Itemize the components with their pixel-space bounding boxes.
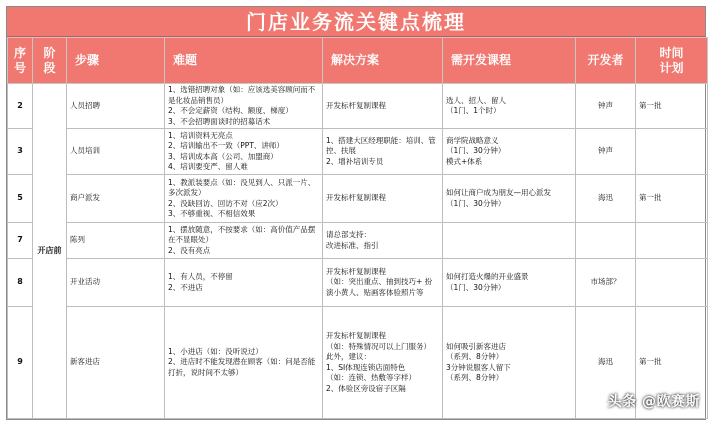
cell-developer (576, 223, 636, 259)
cell-solution: 开发标杆复制课程 (323, 84, 443, 129)
cell-difficulty: 1、有人员，不停留 2、不进店 (165, 259, 323, 307)
header-step: 步骤 (67, 38, 165, 84)
header-developer: 开发者 (576, 38, 636, 84)
cell-difficulty: 1、选错招聘对象（如：应该选美容顾问而不是化妆品销售员） 2、不会定薪资（结构、额度、梯度） 3、不会招聘面谈时的招募话术 (165, 84, 323, 129)
header-difficulty: 难题 (165, 38, 323, 84)
table-row (8, 84, 708, 129)
cell-solution: 1、搭建大区经理职能：培训、管控、扶展 2、增补培训专员 (323, 129, 443, 175)
cell-phase: 开店前 (33, 84, 67, 419)
cell-course: 如何让商户成为朋友—用心派发 （1门、30分钟） (443, 175, 576, 223)
header-phase: 阶 段 (33, 38, 67, 84)
cell-step: 商户派发 (67, 175, 165, 223)
cell-step: 人员招聘 (67, 84, 165, 129)
cell-step: 新客进店 (67, 307, 165, 419)
header-course: 需开发课程 (443, 38, 576, 84)
table-row (8, 129, 708, 175)
cell-seq: 5 (8, 175, 33, 223)
cell-developer: 钟声 (576, 129, 636, 175)
cell-difficulty: 1、小进店（如：没听说过） 2、进店时不能发现潜在顾客（如：问是否能打折，说时间不太够） (165, 307, 323, 419)
cell-plan: 第一批 (636, 175, 708, 223)
cell-seq: 3 (8, 129, 33, 175)
table-row (8, 175, 708, 223)
cell-developer: 市场部？ (576, 259, 636, 307)
cell-plan: 第一批 (636, 84, 708, 129)
cell-difficulty: 1、摆放随意，不按要求（如：高价值产品摆在不显眼处） 2、没有亮点 (165, 223, 323, 259)
cell-plan (636, 129, 708, 175)
process-table (7, 37, 708, 419)
watermark: 头条 @欧赛斯 (607, 394, 700, 410)
cell-course: 商学院战略意义 （1门、30分钟） 模式+体系 (443, 129, 576, 175)
cell-course: 如何吸引新客进店 （系列、8分钟） 3分钟说服客人留下 （系列、8分钟） (443, 307, 576, 419)
cell-plan (636, 223, 708, 259)
cell-solution: 开发标杆复制课程 （如：特殊情况可以上门服务） 此外，建议： 1、SI体现连锁店面特色 （如：连锁、热敷等字样） 2、体验区旁设宿子区隔 (323, 307, 443, 419)
cell-seq: 7 (8, 223, 33, 259)
sheet-title: 门店业务流关键点梳理 (7, 7, 705, 37)
cell-course: 如何打造火爆的开业盛景 （1门、30分钟） (443, 259, 576, 307)
header-solution: 解决方案 (323, 38, 443, 84)
table-row (8, 259, 708, 307)
cell-developer: 钟声 (576, 84, 636, 129)
cell-step: 开业活动 (67, 259, 165, 307)
cell-solution: 请总部支持： 改进标准、指引 (323, 223, 443, 259)
cell-solution: 开发标杆复制课程 （如：突出重点、抽到技巧+ 扮演小黄人、贴画客体验照片等 (323, 259, 443, 307)
table-row (8, 223, 708, 259)
cell-difficulty: 1、培训资料无亮点 2、培训输出不一致（PPT、讲师） 3、培训成本高（公司、加盟商） 4、培训要变严、留人难 (165, 129, 323, 175)
cell-course: 选人、招人、留人 （1门、1个时） (443, 84, 576, 129)
spreadsheet (6, 6, 706, 420)
cell-step: 陈列 (67, 223, 165, 259)
cell-seq: 2 (8, 84, 33, 129)
cell-seq: 9 (8, 307, 33, 419)
cell-plan (636, 259, 708, 307)
header-plan: 时间 计划 (636, 38, 708, 84)
cell-developer: 海迅 (576, 307, 636, 419)
cell-seq: 8 (8, 259, 33, 307)
header-row (8, 38, 708, 84)
cell-plan: 第一批 (636, 307, 708, 419)
cell-course (443, 223, 576, 259)
header-seq: 序 号 (8, 38, 33, 84)
cell-difficulty: 1、教派装要点（如：没见到人、只派一片、多次派发） 2、没缺回访、回访不对（应2次） 3、不够重视、不相信效果 (165, 175, 323, 223)
table-row (8, 307, 708, 419)
cell-solution: 开发标杆复制课程 (323, 175, 443, 223)
cell-step: 人员培训 (67, 129, 165, 175)
cell-developer: 海迅 (576, 175, 636, 223)
